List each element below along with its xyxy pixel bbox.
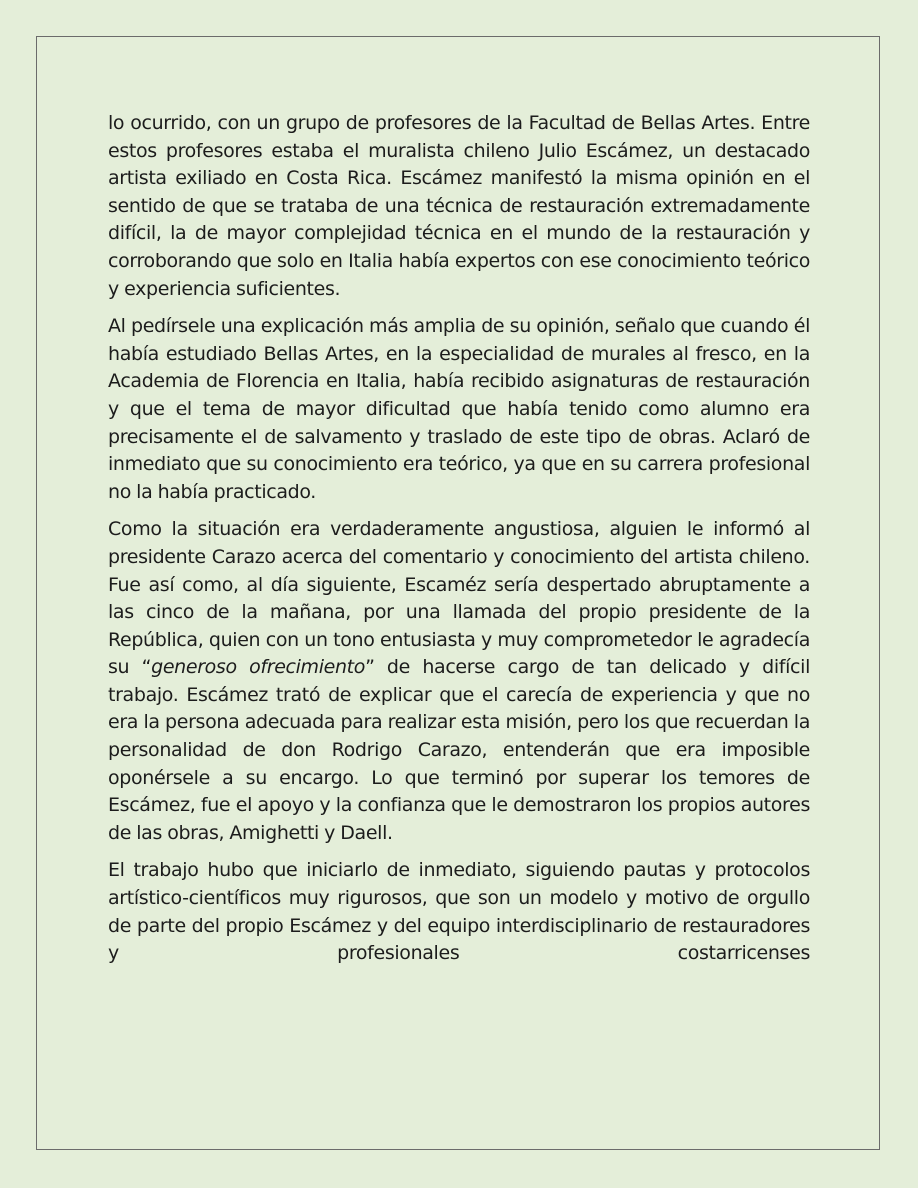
paragraph-3 [108, 516, 810, 847]
document-body [108, 110, 810, 978]
paragraph-3-italic-quote: generoso ofrecimiento [151, 656, 366, 679]
paragraph-3-text-after: ” de hacerse cargo de tan delicado y difícil trabajo. Escámez trató de explicar que el carecía de experiencia y que no era la persona adecuada para realizar esta misión, pero los que recuerdan la personalidad de don Rodrigo Carazo, entenderán que era imposible oponérsele a su encargo. Lo que terminó por superar los temores de Escámez, fue el apoyo y la confianza que le demostraron los propios autores de las obras, Amighetti y Daell. [108, 656, 810, 844]
paragraph-4: El trabajo hubo que iniciarlo de inmediato, siguiendo pautas y protocolos artístico-científicos muy rigurosos, que son un modelo y motivo de orgullo de parte del propio Escámez y del equipo interdisciplinario de restauradores y profesionales costarricenses [108, 859, 810, 965]
paragraph-1: lo ocurrido, con un grupo de profesores de la Facultad de Bellas Artes. Entre estos profesores estaba el muralista chileno Julio Escámez, un destacado artista exiliado en Costa Rica. Escámez manifestó la misma opinión en el sentido de que se trataba de una técnica de restauración extremadamente difícil, la de mayor complejidad técnica en el mundo de la restauración y corroborando que solo en Italia había expertos con ese conocimiento teórico y experiencia suficientes. [108, 112, 810, 300]
paragraph-3-text-before: Como la situación era verdaderamente angustiosa, alguien le informó al presidente Carazo acerca del comentario y conocimiento del artista chileno. Fue así como, al día siguiente, Escaméz sería despertado abruptamente a las cinco de la mañana, por una llamada del propio presidente de la República, quien con un tono entusiasta y muy comprometedor le agradecía su “ [108, 518, 810, 679]
paragraph-2: Al pedírsele una explicación más amplia de su opinión, señalo que cuando él había estudiado Bellas Artes, en la especialidad de murales al fresco, en la Academia de Florencia en Italia, había recibido asignaturas de restauración y que el tema de mayor dificultad que había tenido como alumno era precisamente el de salvamento y traslado de este tipo de obras. Aclaró de inmediato que su conocimiento era teórico, ya que en su carrera profesional no la había practicado. [108, 315, 810, 503]
